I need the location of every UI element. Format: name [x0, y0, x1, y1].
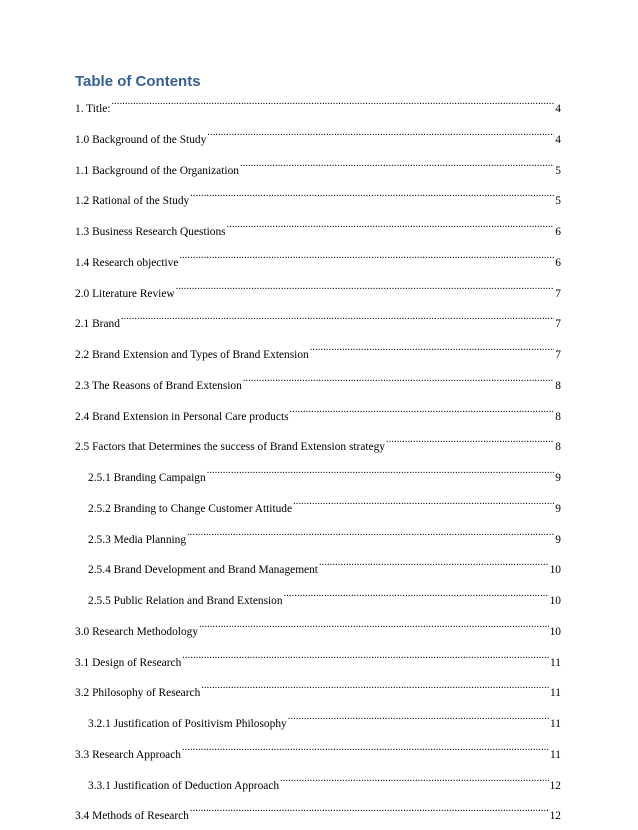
toc-dot-leader — [280, 769, 549, 789]
toc-entry[interactable] — [75, 615, 561, 638]
toc-entry-page-number: 10 — [549, 564, 561, 577]
toc-entry[interactable] — [75, 92, 561, 115]
toc-entry-title: 3.4 Methods of Research — [75, 810, 189, 823]
toc-dot-leader — [288, 707, 549, 727]
toc-entry-page-number: 11 — [550, 748, 561, 761]
toc-entry-title: 2.1 Brand — [75, 318, 120, 331]
toc-entry-page-number: 11 — [550, 687, 561, 700]
toc-entry-page-number: 9 — [555, 502, 561, 515]
toc-entry-page-number: 9 — [555, 472, 561, 484]
toc-entry[interactable] — [75, 707, 561, 730]
toc-dot-leader — [227, 215, 555, 235]
toc-dot-leader — [207, 461, 555, 481]
toc-dot-leader — [293, 492, 554, 512]
toc-dot-leader — [176, 277, 555, 297]
toc-entry-title: 1. Title: — [75, 103, 111, 115]
toc-entry-title: 1.0 Background of the Study — [75, 133, 207, 146]
toc-entry-page-number: 12 — [549, 810, 561, 823]
toc-entry[interactable] — [75, 215, 561, 238]
toc-dot-leader — [111, 92, 554, 112]
toc-entry-page-number: 10 — [549, 625, 561, 638]
toc-entry-title: 2.5.4 Brand Development and Brand Management — [88, 564, 318, 577]
toc-dot-leader — [182, 738, 549, 758]
toc-dot-leader — [284, 584, 549, 604]
toc-entry-title: 2.3 The Reasons of Brand Extension — [75, 379, 242, 392]
toc-entry-page-number: 9 — [555, 533, 561, 546]
toc-entry-page-number: 4 — [555, 103, 561, 115]
toc-dot-leader — [243, 369, 554, 389]
toc-entry-page-number: 6 — [555, 256, 561, 269]
toc-dot-leader — [386, 430, 554, 450]
toc-entry-page-number: 8 — [555, 379, 561, 392]
toc-entry-title: 3.1 Design of Research — [75, 656, 182, 669]
toc-entry-title: 3.2.1 Justification of Positivism Philosophy — [88, 718, 287, 730]
toc-entry[interactable] — [75, 307, 561, 331]
toc-entry[interactable] — [75, 277, 561, 300]
toc-entry-title: 2.4 Brand Extension in Personal Care products — [75, 410, 289, 423]
toc-dot-leader — [182, 646, 549, 666]
toc-entry-title: 1.2 Rational of the Study — [75, 195, 190, 208]
toc-entry[interactable] — [75, 461, 561, 484]
toc-heading: Table of Contents — [75, 73, 201, 90]
toc-entry-title: 2.5 Factors that Determines the success of Brand Extension strategy — [75, 441, 385, 454]
toc-entry-title: 1.3 Business Research Questions — [75, 226, 226, 238]
toc-entry-title: 2.2 Brand Extension and Types of Brand Extension — [75, 349, 309, 361]
toc-entry[interactable] — [75, 154, 561, 177]
toc-dot-leader — [207, 123, 554, 143]
toc-entry-page-number: 11 — [550, 718, 561, 730]
toc-entry[interactable] — [75, 523, 561, 546]
toc-entry-page-number: 10 — [549, 595, 561, 607]
toc-dot-leader — [190, 799, 549, 819]
toc-entry-page-number: 8 — [555, 410, 561, 423]
toc-entry-page-number: 5 — [555, 164, 561, 177]
toc-entry-title: 3.0 Research Methodology — [75, 625, 199, 638]
toc-entry-title: 3.3.1 Justification of Deduction Approach — [88, 779, 280, 792]
toc-entry-title: 2.5.1 Branding Campaign — [88, 472, 206, 484]
toc-entry[interactable] — [75, 338, 561, 361]
toc-entry-page-number: 11 — [550, 656, 561, 669]
toc-entry[interactable] — [75, 799, 561, 823]
toc-entry[interactable] — [75, 584, 561, 607]
toc-entry[interactable] — [75, 738, 561, 761]
toc-entry-title: 2.5.2 Branding to Change Customer Attitude — [88, 502, 293, 515]
toc-entry[interactable] — [75, 492, 561, 515]
toc-entry[interactable] — [75, 646, 561, 669]
toc-dot-leader — [240, 154, 554, 174]
toc-entry-title: 3.2 Philosophy of Research — [75, 687, 201, 700]
toc-entry-title: 2.0 Literature Review — [75, 287, 175, 300]
toc-entry-page-number: 6 — [555, 226, 561, 238]
toc-list — [75, 92, 561, 830]
toc-entry[interactable] — [75, 123, 561, 146]
toc-dot-leader — [121, 307, 554, 327]
toc-entry[interactable] — [75, 400, 561, 423]
toc-entry-page-number: 4 — [555, 133, 561, 146]
toc-entry-title: 2.5.3 Media Planning — [88, 533, 187, 546]
toc-dot-leader — [187, 523, 554, 543]
toc-dot-leader — [179, 246, 554, 266]
toc-entry-title: 2.5.5 Public Relation and Brand Extension — [88, 595, 283, 607]
toc-entry[interactable] — [75, 676, 561, 700]
toc-entry-page-number: 7 — [555, 349, 561, 361]
toc-dot-leader — [290, 400, 555, 420]
toc-entry-page-number: 5 — [555, 195, 561, 208]
toc-dot-leader — [310, 338, 555, 358]
toc-dot-leader — [319, 553, 549, 573]
toc-entry-title: 1.1 Background of the Organization — [75, 164, 239, 177]
toc-entry[interactable] — [75, 430, 561, 454]
toc-entry[interactable] — [75, 184, 561, 208]
toc-entry[interactable] — [75, 246, 561, 269]
toc-entry-title: 1.4 Research objective — [75, 256, 179, 269]
toc-entry[interactable] — [75, 369, 561, 392]
toc-entry-page-number: 8 — [555, 441, 561, 454]
toc-entry-page-number: 12 — [549, 779, 561, 792]
toc-dot-leader — [201, 676, 549, 696]
toc-entry-page-number: 7 — [555, 318, 561, 331]
toc-entry[interactable] — [75, 769, 561, 792]
toc-dot-leader — [190, 184, 554, 204]
toc-entry[interactable] — [75, 553, 561, 577]
toc-entry-page-number: 7 — [555, 287, 561, 300]
toc-entry-title: 3.3 Research Approach — [75, 748, 181, 761]
toc-dot-leader — [199, 615, 549, 635]
